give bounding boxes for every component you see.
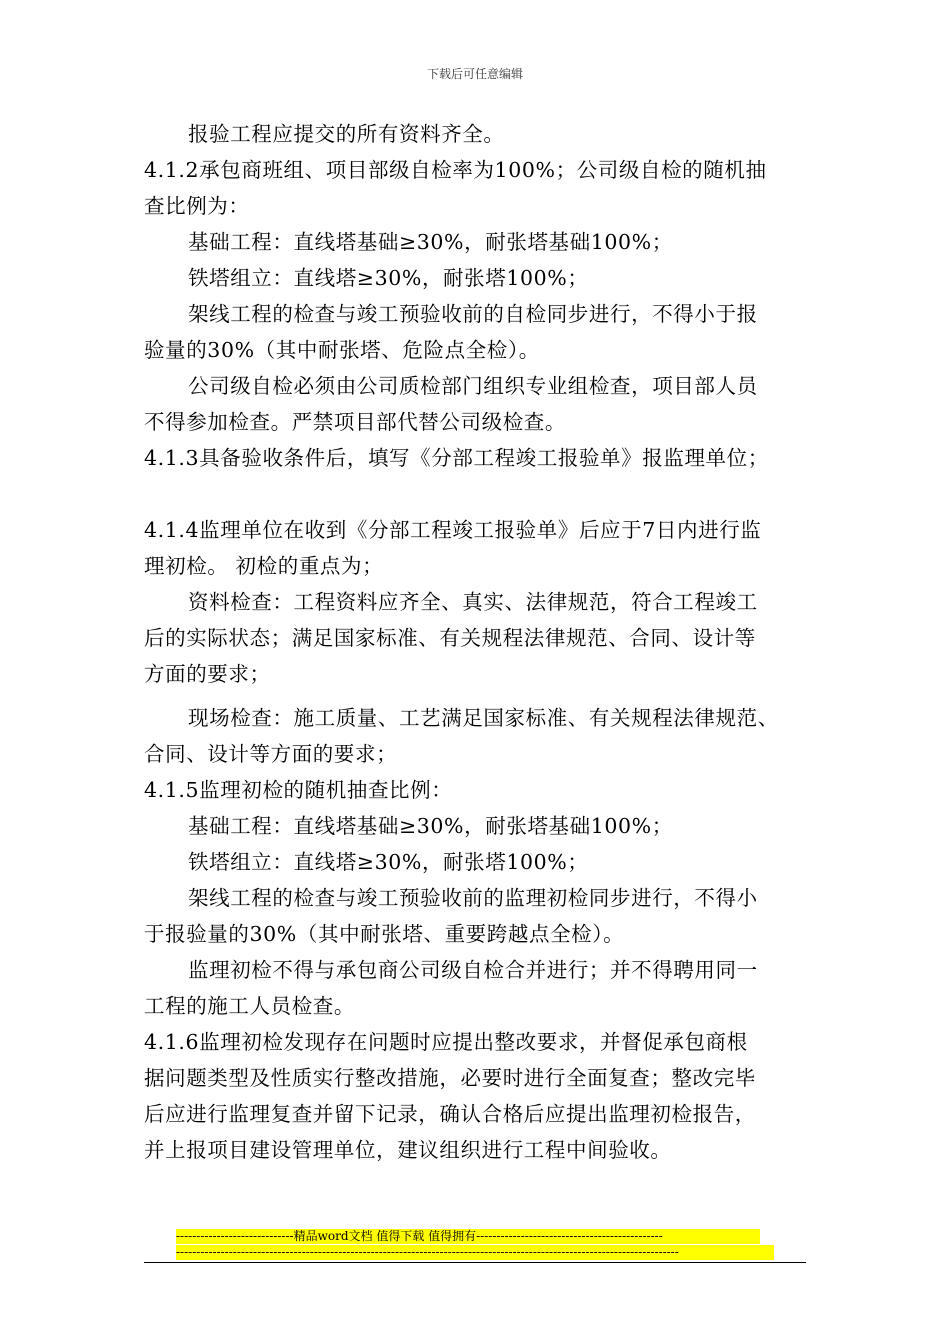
body-line: 架线工程的检查与竣工预验收前的自检同步进行，不得小于报 bbox=[188, 302, 758, 326]
footer-banner: -----------------------------精品word文档 值得下载 值得拥有---------------------------------------------- bbox=[176, 1229, 760, 1244]
spacer bbox=[144, 692, 824, 700]
section-4-1-2: 4.1.2承包商班组、项目部级自检率为100%；公司级自检的随机抽 bbox=[144, 158, 767, 182]
section-4-1-3: 4.1.3具备验收条件后，填写《分部工程竣工报验单》报监理单位； bbox=[144, 446, 769, 470]
body-line: 后应进行监理复查并留下记录，确认合格后应提出监理初检报告， bbox=[144, 1102, 756, 1126]
body-line: 验量的30%（其中耐张塔、危险点全检）。 bbox=[144, 338, 540, 362]
body-line: 报验工程应提交的所有资料齐全。 bbox=[188, 122, 505, 146]
body-line: 据问题类型及性质实行整改措施，必要时进行全面复查；整改完毕 bbox=[144, 1066, 756, 1090]
body-line: 基础工程：直线塔基础≥30%，耐张塔基础100%； bbox=[188, 814, 673, 838]
document-body bbox=[144, 116, 824, 1168]
body-line: 查比例为： bbox=[144, 194, 250, 218]
body-line: 铁塔组立：直线塔≥30%，耐张塔100%； bbox=[188, 850, 589, 874]
body-line: 资料检查：工程资料应齐全、真实、法律规范，符合工程竣工 bbox=[188, 590, 758, 614]
body-line: 不得参加检查。严禁项目部代替公司级检查。 bbox=[144, 410, 566, 434]
section-4-1-5: 4.1.5监理初检的随机抽查比例： bbox=[144, 778, 453, 802]
body-line: 公司级自检必须由公司质检部门组织专业组检查，项目部人员 bbox=[188, 374, 758, 398]
section-4-1-4: 4.1.4监理单位在收到《分部工程竣工报验单》后应于7日内进行监 bbox=[144, 518, 762, 542]
header-note: 下载后可任意编辑 bbox=[426, 67, 523, 81]
body-line: 后的实际状态；满足国家标准、有关规程法律规范、合同、设计等 bbox=[144, 626, 756, 650]
body-line: 理初检。 初检的重点为； bbox=[144, 554, 384, 578]
section-4-1-6: 4.1.6监理初检发现存在问题时应提出整改要求，并督促承包商根 bbox=[144, 1030, 748, 1054]
body-line: 于报验量的30%（其中耐张塔、重要跨越点全检）。 bbox=[144, 922, 625, 946]
footer-banner-dashes: ---------------------------------------------------------------------------------------------------------------------------- bbox=[176, 1245, 774, 1260]
body-line: 监理初检不得与承包商公司级自检合并进行；并不得聘用同一 bbox=[188, 958, 758, 982]
body-line: 方面的要求； bbox=[144, 662, 271, 686]
blank-line bbox=[144, 476, 824, 512]
body-line: 工程的施工人员检查。 bbox=[144, 994, 355, 1018]
body-line: 基础工程：直线塔基础≥30%，耐张塔基础100%； bbox=[188, 230, 673, 254]
body-line: 现场检查：施工质量、工艺满足国家标准、有关规程法律规范、 bbox=[188, 706, 779, 730]
body-line: 架线工程的检查与竣工预验收前的监理初检同步进行，不得小 bbox=[188, 886, 758, 910]
body-line: 铁塔组立：直线塔≥30%，耐张塔100%； bbox=[188, 266, 589, 290]
footer-rule bbox=[144, 1262, 806, 1263]
body-line: 合同、设计等方面的要求； bbox=[144, 742, 398, 766]
body-line: 并上报项目建设管理单位，建议组织进行工程中间验收。 bbox=[144, 1138, 672, 1162]
